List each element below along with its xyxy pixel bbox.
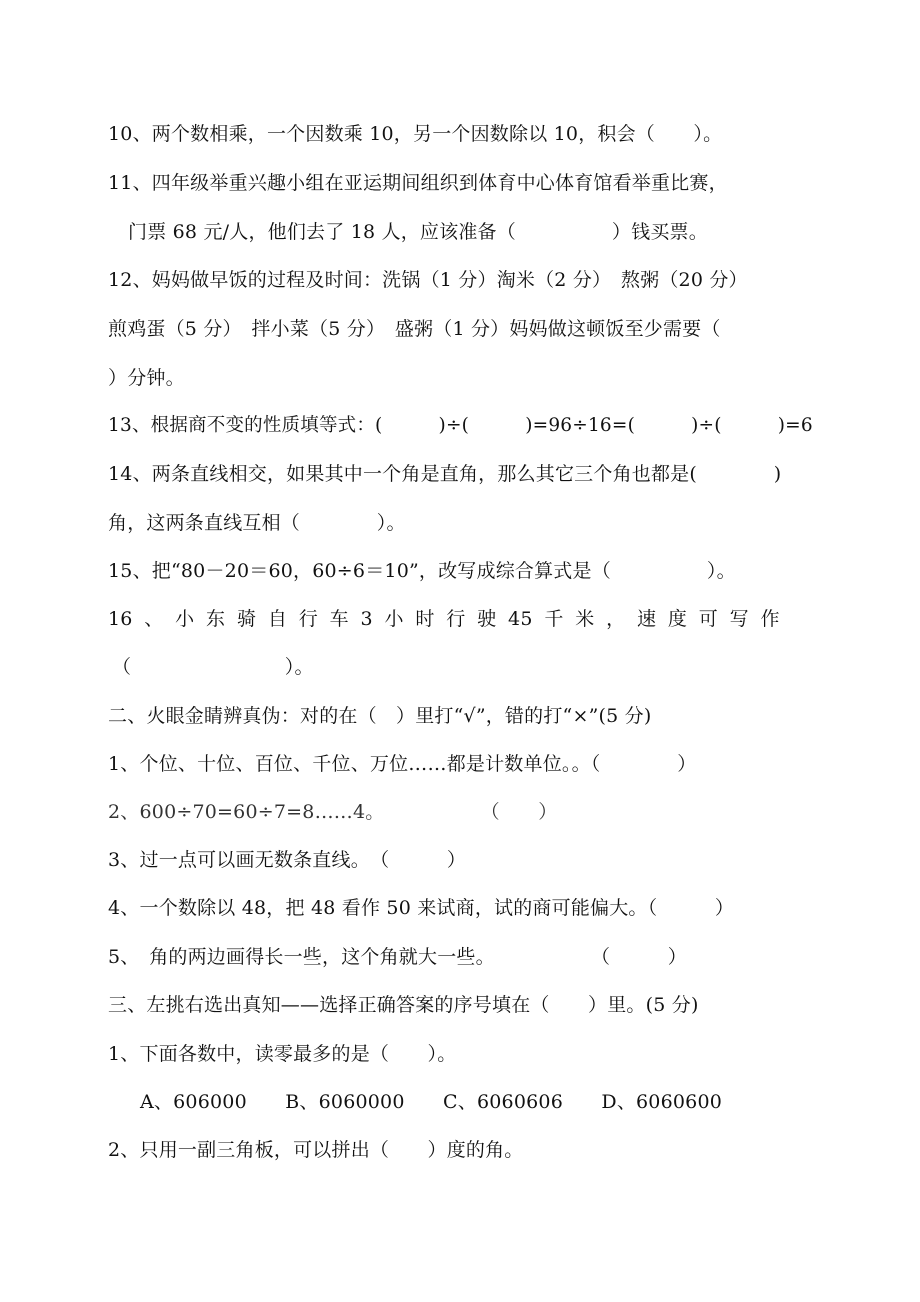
question-11-line1: 11、四年级举重兴趣小组在亚运期间组织到体育中心体育馆看举重比赛， (108, 172, 728, 194)
q16-word: 时 (415, 608, 435, 630)
q16-word: 写 (729, 608, 749, 630)
q16-word: 驶 (477, 608, 497, 630)
question-10: 10、两个数相乘，一个因数乘 10，另一个因数除以 10，积会（ ）。 (108, 123, 723, 145)
section-2-title: 二、火眼金睛辨真伪：对的在（ ）里打“√”，错的打“×”(5 分) (108, 705, 652, 727)
q16-word: 骑 (236, 608, 257, 630)
q16-word: 3 (360, 608, 373, 630)
section-2-item-2: 2、600÷70=60÷7=8……4。 （ ） (108, 801, 558, 823)
q16-word: 千 (544, 608, 564, 630)
question-16-line2: （ ）。 (112, 656, 314, 678)
section-3-question-1-options: A、606000 B、6060000 C、6060606 D、6060600 (140, 1091, 723, 1113)
q16-word: 米 (575, 608, 595, 630)
section-2-item-4: 4、一个数除以 48，把 48 看作 50 来试商，试的商可能偏大。（ ） (108, 897, 735, 919)
section-3-title: 三、左挑右选出真知——选择正确答案的序号填在（ ）里。(5 分) (108, 994, 699, 1016)
q16-word: 自 (267, 608, 288, 630)
question-11-line2: 门票 68 元/人，他们去了 18 人，应该准备（ ）钱买票。 (128, 221, 708, 243)
q16-word: 作 (760, 608, 780, 630)
section-3-question-2: 2、只用一副三角板，可以拼出（ ）度的角。 (108, 1139, 524, 1161)
question-12-line1: 12、妈妈做早饭的过程及时间：洗锅（1 分）淘米（2 分） 熬粥（20 分） (108, 269, 748, 291)
section-2-item-5: 5、 角的两边画得长一些，这个角就大一些。 （ ） (108, 946, 687, 968)
question-13: 13、根据商不变的性质填等式：( )÷( )=96÷16=( )÷( )=6 (108, 415, 813, 436)
q16-word: 行 (298, 608, 318, 630)
q16-word: 行 (446, 608, 466, 630)
question-12-line2: 煎鸡蛋（5 分） 拌小菜（5 分） 盛粥（1 分）妈妈做这顿饭至少需要（ (108, 318, 721, 340)
q16-word: 东 (206, 608, 226, 630)
question-15: 15、把“80－20＝60，60÷6＝10”，改写成综合算式是（ ）。 (108, 560, 736, 582)
q16-word: 、 (144, 608, 164, 630)
q16-word: 小 (384, 608, 404, 630)
q16-word: 车 (329, 608, 349, 630)
section-2-item-1: 1、个位、十位、百位、千位、万位……都是计数单位。。（ ） (108, 753, 697, 775)
section-2-item-3: 3、过一点可以画无数条直线。 （ ） (108, 849, 467, 871)
question-12-line3: ）分钟。 (108, 367, 185, 389)
question-14-line1: 14、两条直线相交，如果其中一个角是直角，那么其它三个角也都是( ) (108, 463, 782, 485)
q16-word: 16 (108, 608, 133, 630)
section-3-question-1: 1、下面各数中，读零最多的是（ ）。 (108, 1043, 457, 1065)
question-14-line2: 角，这两条直线互相（ ）。 (108, 512, 406, 534)
q16-word: 度 (667, 608, 688, 630)
q16-word: 小 (175, 608, 195, 630)
q16-word: 45 (508, 608, 533, 630)
question-16-line1 (108, 606, 780, 632)
q16-word: ， (606, 608, 626, 630)
q16-word: 可 (698, 608, 718, 630)
q16-word: 速 (636, 608, 657, 630)
